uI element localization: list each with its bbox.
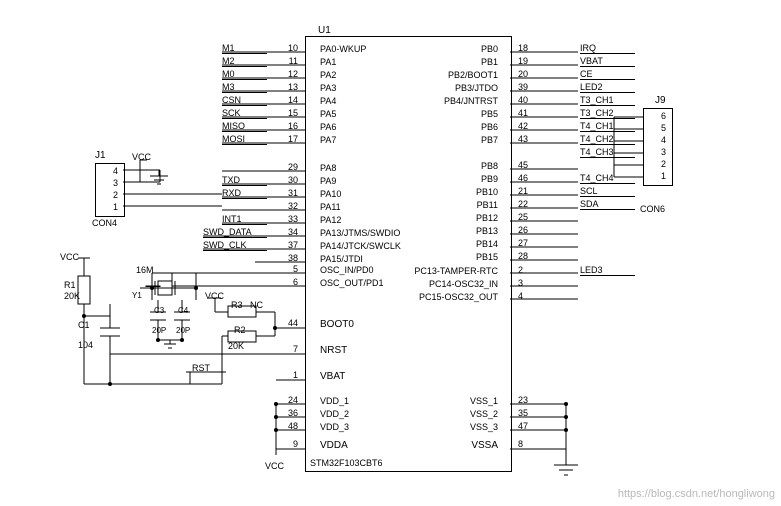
pin-num-vdda: 9: [292, 439, 298, 449]
pin-name-vss1: VSS_1: [469, 396, 498, 406]
connector-j9-label: CON6: [640, 204, 666, 214]
pin-name-osc-out: OSC_OUT/PD1: [320, 278, 384, 288]
pin-num-pa15: 38: [287, 253, 298, 263]
label-vcc-j1: VCC: [132, 152, 152, 162]
net-m3: M3: [222, 82, 267, 93]
pin-name-pb9: PB9: [480, 174, 498, 184]
pin-num-pc13: 2: [518, 265, 524, 275]
mcu-part-number: STM32F103CBT6: [310, 458, 383, 468]
pin-name-boot0: BOOT0: [320, 319, 354, 330]
pin-name-pa3: PA3: [320, 83, 337, 93]
resistor-r3-value: NC: [250, 300, 263, 310]
pin-name-pc14: PC14-OSC32_IN: [428, 279, 498, 289]
pin-num-pa13: 34: [287, 227, 298, 237]
net-swd-clk: SWD_CLK: [203, 240, 267, 251]
pin-name-vssa: VSSA: [471, 440, 498, 451]
pin-num-pc14: 3: [518, 278, 524, 288]
pin-num-vdd1: 24: [287, 395, 298, 405]
pin-name-pa12: PA12: [320, 215, 342, 225]
cap-c3-refdes: C3: [154, 306, 165, 315]
junction-dot-vdd3: [274, 428, 278, 432]
junction-dot-c4-gnd: [180, 338, 184, 342]
pin-num-pb13: 26: [518, 225, 529, 235]
pin-num-pa14: 37: [287, 240, 298, 250]
label-vcc-left: VCC: [60, 252, 80, 262]
net-m1: M1: [222, 43, 267, 54]
net-mosi: MOSI: [222, 134, 267, 145]
pin-name-vss3: VSS_3: [469, 422, 498, 432]
junction-dot-boot0: [273, 326, 277, 330]
pin-num-vbat: 1: [292, 370, 298, 380]
pin-num-pb4: 40: [518, 95, 529, 105]
junction-dot-rst: [108, 382, 112, 386]
pin-name-pb8: PB8: [480, 161, 498, 171]
pin-name-pa1: PA1: [320, 57, 337, 67]
connector-j9-pin-6: 6: [660, 111, 666, 121]
pin-num-vss3: 47: [518, 421, 529, 431]
junction-dot-vdd: [274, 402, 278, 406]
pin-num-pb3: 39: [518, 82, 529, 92]
net-ce: CE: [580, 69, 635, 80]
net-miso: MISO: [222, 121, 267, 132]
net-t4-ch1: T4_CH1: [580, 121, 635, 132]
pin-name-osc-in: OSC_IN/PD0: [320, 265, 374, 275]
junction-dot-vss2: [564, 415, 568, 419]
pin-name-pa2: PA2: [320, 70, 337, 80]
junction-dot-vss1: [564, 402, 568, 406]
pin-num-vdd2: 36: [287, 408, 298, 418]
pin-num-pa0: 10: [287, 43, 298, 53]
mcu-refdes: U1: [318, 25, 331, 36]
net-led2: LED2: [580, 82, 635, 93]
pin-num-boot0: 44: [287, 318, 298, 328]
net-scl: SCL: [580, 186, 635, 197]
pin-num-osc-out: 6: [292, 277, 298, 287]
pin-num-pb2: 20: [518, 69, 529, 79]
pin-name-pa11: PA11: [320, 202, 341, 212]
pin-name-pa8: PA8: [320, 163, 337, 173]
pin-num-vss2: 35: [518, 408, 529, 418]
pin-name-vdd1: VDD_1: [320, 396, 350, 406]
pin-name-pa4: PA4: [320, 96, 337, 106]
net-int1: INT1: [222, 214, 267, 225]
net-vbat: VBAT: [580, 56, 635, 67]
pin-num-pb5: 41: [518, 108, 529, 118]
cap-c1-value: 104: [78, 340, 94, 350]
pin-name-pb0: PB0: [480, 44, 498, 54]
pin-num-pc15: 4: [518, 291, 524, 301]
pin-num-pa6: 16: [287, 121, 298, 131]
pin-num-pb0: 18: [518, 43, 529, 53]
pin-num-pb15: 28: [518, 251, 529, 261]
pin-name-pa9: PA9: [320, 176, 337, 186]
connector-j9-pin-1: 1: [660, 171, 666, 181]
net-irq: IRQ: [580, 43, 635, 54]
pin-num-pa2: 12: [287, 69, 298, 79]
pin-name-pc15: PC15-OSC32_OUT: [418, 292, 498, 302]
net-swd-data: SWD_DATA: [203, 227, 267, 238]
pin-name-pa0: PA0-WKUP: [320, 44, 367, 54]
net-txd: TXD: [222, 175, 267, 186]
label-rst: RST: [192, 363, 210, 373]
pin-name-pb4: PB4/JNTRST: [443, 96, 498, 106]
net-sck: SCK: [222, 108, 267, 119]
connector-j1-refdes: J1: [95, 150, 106, 161]
pin-num-pa11: 32: [287, 201, 298, 211]
pin-num-pb12: 25: [518, 212, 529, 222]
pin-num-vdd3: 48: [287, 421, 298, 431]
pin-num-pa8: 29: [287, 162, 298, 172]
cap-c4-refdes: C4: [178, 306, 189, 315]
net-rxd: RXD: [222, 188, 267, 199]
pin-num-pa9: 30: [287, 175, 298, 185]
connector-j9-refdes: J9: [655, 95, 666, 106]
connector-j9-pin-4: 4: [660, 135, 666, 145]
watermark: https://blog.csdn.net/hongliwong: [617, 488, 775, 500]
pin-num-vss1: 23: [518, 395, 529, 405]
pin-num-osc-in: 5: [292, 264, 298, 274]
pin-name-vdd2: VDD_2: [320, 409, 350, 419]
pin-name-pa7: PA7: [320, 135, 337, 145]
pin-name-pb2: PB2/BOOT1: [447, 70, 498, 80]
pin-num-pb8: 45: [518, 160, 529, 170]
net-m2: M2: [222, 56, 267, 67]
crystal-y1-refdes: Y1: [132, 291, 142, 300]
pin-name-pa13: PA13/JTMS/SWDIO: [320, 228, 401, 238]
resistor-r1-value: 20K: [64, 291, 81, 301]
label-vcc-bottom: VCC: [265, 461, 285, 471]
net-sda: SDA: [580, 199, 635, 210]
connector-j9-pin-5: 5: [660, 123, 666, 133]
pin-name-pb12: PB12: [475, 213, 498, 223]
pin-name-pb5: PB5: [480, 109, 498, 119]
pin-num-pb7: 43: [518, 134, 529, 144]
pin-name-vdd3: VDD_3: [320, 422, 350, 432]
net-led3: LED3: [580, 265, 635, 276]
pin-num-pa5: 15: [287, 108, 298, 118]
pin-name-pb15: PB15: [475, 252, 498, 262]
net-t4-ch3: T4_CH3: [580, 147, 635, 158]
pin-name-pa14: PA14/JTCK/SWCLK: [320, 241, 401, 251]
label-crystal-freq: 16M: [136, 265, 154, 275]
pin-num-pb6: 42: [518, 121, 529, 131]
connector-j1-pin-4: 4: [112, 166, 118, 176]
pin-name-nrst: NRST: [320, 345, 348, 356]
pin-num-pb1: 19: [518, 56, 529, 66]
pin-name-pa10: PA10: [320, 189, 342, 199]
pin-name-vbat: VBAT: [320, 371, 346, 382]
pin-num-pa4: 14: [287, 95, 298, 105]
pin-num-pa1: 11: [288, 56, 298, 66]
junction-dot-vss3: [564, 428, 568, 432]
pin-name-pc13: PC13-TAMPER-RTC: [414, 266, 498, 276]
connector-j9-pin-3: 3: [660, 147, 666, 157]
junction-dot-xtal-right: [194, 286, 198, 290]
pin-name-pb14: PB14: [475, 239, 498, 249]
pin-num-pa10: 31: [287, 188, 298, 198]
cap-c4-value: 20P: [176, 326, 191, 335]
pin-name-pa15: PA15/JTDI: [320, 254, 363, 264]
pin-num-pb10: 21: [518, 186, 529, 196]
pin-name-pb13: PB13: [475, 226, 498, 236]
pin-name-pb6: PB6: [480, 122, 498, 132]
pin-name-pb7: PB7: [480, 135, 498, 145]
connector-j9-pin-2: 2: [660, 159, 666, 169]
pin-num-pb9: 46: [518, 173, 529, 183]
net-t3-ch2: T3_CH2: [580, 108, 635, 119]
cap-c1-refdes: C1: [78, 320, 90, 330]
net-t4-ch2: T4_CH2: [580, 134, 635, 145]
junction-dot-r1-c1: [82, 314, 86, 318]
connector-j1-pin-3: 3: [112, 178, 118, 188]
cap-c3-value: 20P: [152, 326, 167, 335]
pin-num-nrst: 7: [292, 344, 298, 354]
pin-name-pa6: PA6: [320, 122, 337, 132]
pin-name-pb1: PB1: [480, 57, 498, 67]
pin-num-pb11: 22: [518, 199, 529, 209]
pin-name-pb3: PB3/JTDO: [454, 83, 498, 93]
net-m0: M0: [222, 69, 267, 80]
pin-num-pa12: 33: [287, 214, 298, 224]
resistor-r2-refdes: R2: [234, 325, 246, 335]
pin-num-pa3: 13: [287, 82, 298, 92]
label-vcc-r3: VCC: [205, 291, 225, 301]
pin-name-pb10: PB10: [475, 187, 498, 197]
resistor-r1-refdes: R1: [64, 280, 76, 290]
pin-name-pa5: PA5: [320, 109, 337, 119]
pin-name-vss2: VSS_2: [469, 409, 498, 419]
connector-j1-pin-1: 1: [112, 202, 118, 212]
pin-num-vssa: 8: [518, 439, 524, 449]
pin-name-pb11: PB11: [476, 200, 498, 210]
junction-dot-xtal-left: [150, 286, 154, 290]
net-csn: CSN: [222, 95, 267, 106]
resistor-r3-refdes: R3: [231, 300, 243, 310]
pin-num-pb14: 27: [518, 238, 529, 248]
pin-num-pa7: 17: [287, 134, 298, 144]
junction-dot-c3-gnd: [156, 338, 160, 342]
connector-j1-pin-2: 2: [112, 190, 118, 200]
connector-j1-label: CON4: [92, 218, 118, 228]
net-t4-ch4: T4_CH4: [580, 173, 635, 184]
junction-dot-vdd2: [274, 415, 278, 419]
pin-name-vdda: VDDA: [320, 440, 348, 451]
resistor-r2-value: 20K: [228, 341, 245, 351]
net-t3-ch1: T3_CH1: [580, 95, 635, 106]
